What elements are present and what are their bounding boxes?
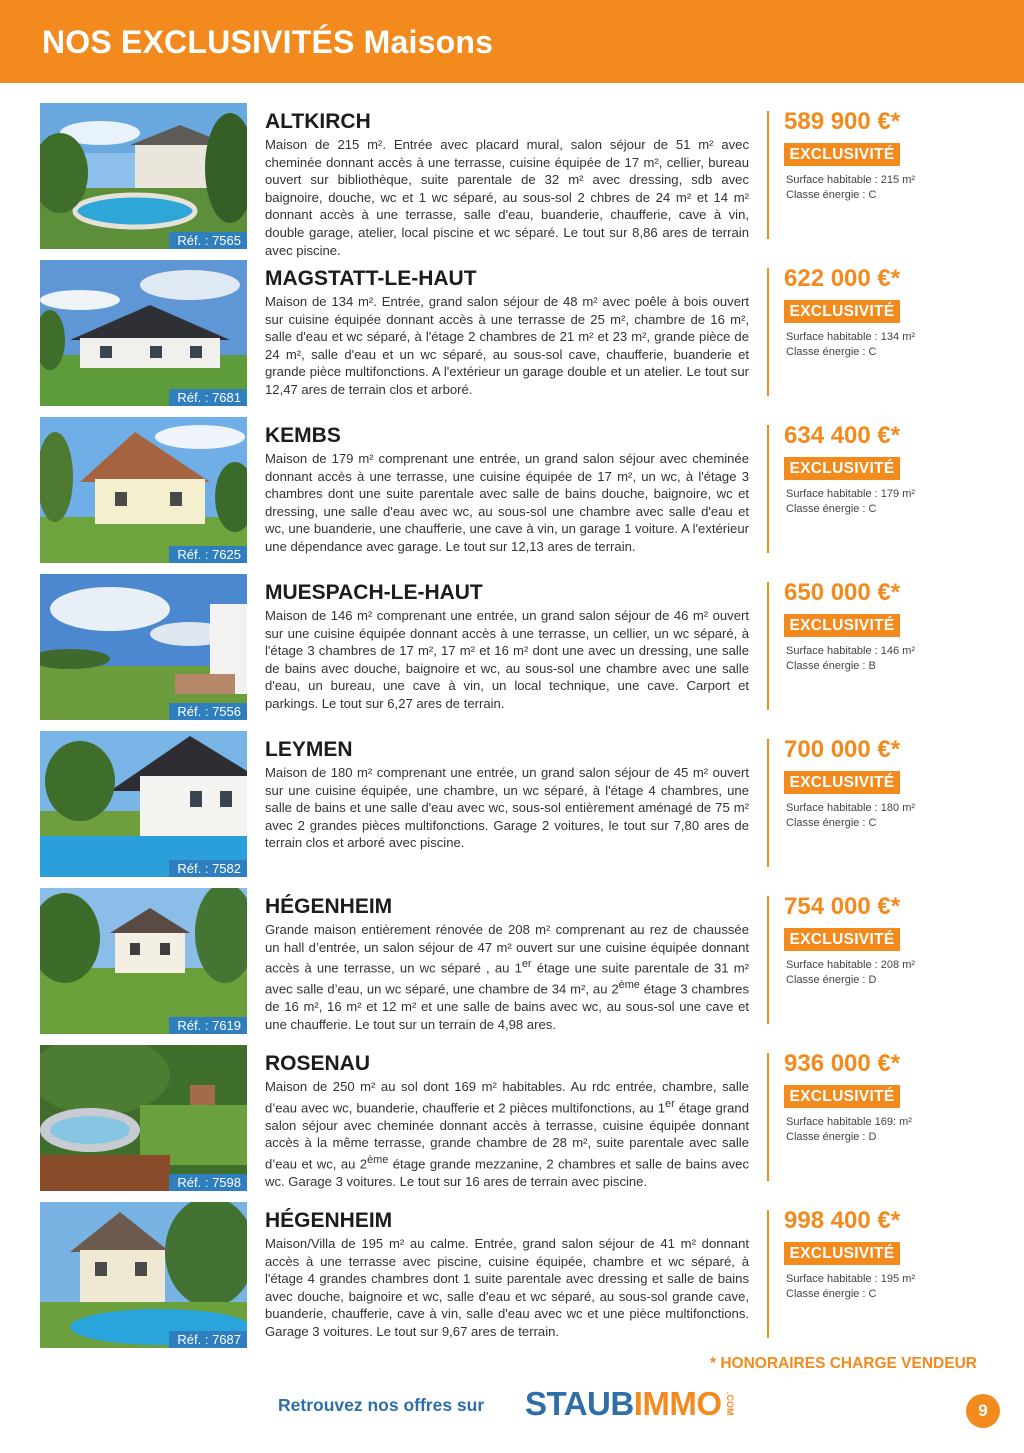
listing-price: 622 000 €*	[784, 265, 901, 292]
listing-city: KEMBS	[265, 424, 341, 447]
listing-card[interactable]	[0, 574, 1024, 721]
exclusivity-badge: EXCLUSIVITÉ	[784, 457, 900, 480]
reference-label: Réf. : 7619	[169, 1017, 247, 1034]
listing-energy-class: Classe énergie : C	[786, 189, 877, 201]
reference-label: Réf. : 7565	[169, 232, 247, 249]
listing-surface: Surface habitable : 146 m²	[786, 645, 916, 657]
listing-surface: Surface habitable : 179 m²	[786, 488, 916, 500]
listing-description: Maison de 215 m². Entrée avec placard mural, salon séjour de 51 m² avec cheminée donnant accès à une terrasse, cuisine équipée de 17 m², cellier, bureau ouvert sur bibliothèque, suite parentale de 32 m² avec dressing, sdb avec baignoire, douche, wc et 1 wc séparé, au sous-sol 2 chbres de 24 m² et 14 m² donnant accès à une terrasse, salle d'eau, buanderie, chaufferie, cave à vin, double garage, atelier, local piscine et wc séparé. Le tout sur 8,86 ares de terrain avec piscine.	[265, 137, 749, 258]
logo-part-1: STAUB	[525, 1385, 634, 1422]
property-photo[interactable]	[40, 1202, 247, 1348]
listing-city: MAGSTATT-LE-HAUT	[265, 267, 477, 290]
listing-surface: Surface habitable : 134 m²	[786, 331, 916, 343]
listing-description: Maison de 146 m² comprenant une entrée, un grand salon séjour de 46 m² ouvert sur une cuisine équipée donnant accès à une terrasse, un cellier, un wc séparé, à l'étage 3 chambres de 17 m², 17 m² et 16 m² dont une avec un dressing, une salle de bains avec douche, baignoire et wc, au sous-sol une chambre avec une salle d'eau, un bureau, une cave à vin, un local technique, une cave. Carport et parkings. Le tout sur 6,27 ares de terrain.	[265, 608, 749, 711]
divider	[767, 268, 769, 396]
exclusivity-badge: EXCLUSIVITÉ	[784, 300, 900, 323]
listing-card[interactable]	[0, 731, 1024, 878]
divider	[767, 739, 769, 867]
reference-label: Réf. : 7598	[169, 1174, 247, 1191]
listing-city: ALTKIRCH	[265, 110, 371, 133]
listing-city: HÉGENHEIM	[265, 895, 393, 918]
exclusivity-badge: EXCLUSIVITÉ	[784, 1085, 900, 1108]
listing-energy-class: Classe énergie : B	[786, 660, 876, 672]
property-photo[interactable]	[40, 574, 247, 720]
reference-label: Réf. : 7625	[169, 546, 247, 563]
listing-surface: Surface habitable 169: m²	[786, 1116, 912, 1128]
divider	[767, 896, 769, 1024]
page-title: NOS EXCLUSIVITÉS Maisons	[42, 24, 494, 60]
reference-label: Réf. : 7687	[169, 1331, 247, 1348]
listing-energy-class: Classe énergie : C	[786, 1288, 877, 1300]
listing-price: 700 000 €*	[784, 736, 901, 763]
reference-label: Réf. : 7556	[169, 703, 247, 720]
property-photo[interactable]	[40, 260, 247, 406]
listing-surface: Surface habitable : 195 m²	[786, 1273, 916, 1285]
listing-city: ROSENAU	[265, 1052, 371, 1075]
reference-label: Réf. : 7582	[169, 860, 247, 877]
listing-energy-class: Classe énergie : C	[786, 346, 877, 358]
divider	[767, 1210, 769, 1338]
property-photo[interactable]	[40, 731, 247, 877]
exclusivity-badge: EXCLUSIVITÉ	[784, 614, 900, 637]
fees-note: * HONORAIRES CHARGE VENDEUR	[710, 1355, 977, 1372]
listing-price: 634 400 €*	[784, 422, 901, 449]
exclusivity-badge: EXCLUSIVITÉ	[784, 1242, 900, 1265]
logo-domain-suffix: .COM	[725, 1392, 735, 1416]
exclusivity-badge: EXCLUSIVITÉ	[784, 928, 900, 951]
listing-card[interactable]	[0, 888, 1024, 1035]
property-photo[interactable]	[40, 103, 247, 249]
property-photo[interactable]	[40, 417, 247, 563]
property-photo[interactable]	[40, 1045, 247, 1191]
listing-description: Grande maison entièrement rénovée de 208 m² comprenant au rez de chaussée un hall d’entrée, un salon séjour de 47 m² ouvert sur une cuisine équipée donnant accès à une terrasse, un wc séparé , au 1er étage une suite parentale de 31 m² avec salle d’eau, un wc séparé, une chambre de 34 m², au 2ème étage 3 chambres de 16 m², 16 m² et 12 m² et une salle de bains avec wc, au sous-sol une cave et une chaufferie. Le tout sur un terrain de 4,98 ares.	[265, 922, 750, 1032]
listing-card[interactable]	[0, 1045, 1024, 1192]
logo-part-2: IMMO	[633, 1385, 722, 1422]
listing-energy-class: Classe énergie : D	[786, 1131, 877, 1143]
listing-price: 589 900 €*	[784, 108, 901, 135]
listing-card[interactable]	[0, 260, 1024, 407]
page-header	[0, 0, 1024, 83]
listing-card[interactable]	[0, 1202, 1024, 1349]
divider	[767, 111, 769, 239]
listing-price: 936 000 €*	[784, 1050, 901, 1077]
listing-city: HÉGENHEIM	[265, 1209, 393, 1232]
reference-label: Réf. : 7681	[169, 389, 247, 406]
listing-description: Maison de 250 m² au sol dont 169 m² habitables. Au rdc entrée, chambre, salle d’eau avec wc, buanderie, chaufferie et 2 pièces multifonctions, au 1er étage grand salon séjour avec cheminée donnant accès à terrasse, cuisine équipée donnant accès à la même terrasse, grande chambre de 28 m², suite parentale avec salle d’eau et wc, au 2ème étage grande mezzanine, 2 chambres et salle de bains avec wc. Garage 3 voitures. Le tout sur 16 ares de terrain avec piscine.	[265, 1079, 749, 1189]
listing-city: MUESPACH-LE-HAUT	[265, 581, 483, 604]
listing-card[interactable]	[0, 417, 1024, 564]
divider	[767, 582, 769, 710]
listing-city: LEYMEN	[265, 738, 353, 761]
listing-description: Maison de 179 m² comprenant une entrée, un grand salon séjour avec cheminée donnant accès à une terrasse, une cuisine équipée de 17 m², un wc, à l'étage 3 chambres dont une suite parentale avec salle de bains douche, baignoire, wc et dressing, une salle d'eau avec wc, au sous-sol une chambre avec salle d'eau et wc, une buanderie, une chaufferie, une cave à vin, un garage 1 voiture. A l'extérieur une dépendance avec garage. Le tout sur 12,13 ares de terrain.	[265, 451, 749, 554]
footer-cta: Retrouvez nos offres sur	[278, 1395, 485, 1415]
listing-price: 650 000 €*	[784, 579, 901, 606]
listing-surface: Surface habitable : 208 m²	[786, 959, 916, 971]
listing-card[interactable]	[0, 103, 1024, 258]
page-number: 9	[966, 1394, 1000, 1428]
listing-price: 754 000 €*	[784, 893, 901, 920]
exclusivity-badge: EXCLUSIVITÉ	[784, 771, 900, 794]
divider	[767, 1053, 769, 1181]
listing-energy-class: Classe énergie : C	[786, 817, 877, 829]
divider	[767, 425, 769, 553]
staubimmo-logo[interactable]	[525, 1385, 722, 1423]
exclusivity-badge: EXCLUSIVITÉ	[784, 143, 900, 166]
property-photo[interactable]	[40, 888, 247, 1034]
listing-description: Maison/Villa de 195 m² au calme. Entrée, grand salon séjour de 41 m² donnant accès à une terrasse avec piscine, cuisine équipée, chambre et wc séparé, à l'étage 4 grandes chambres dont 1 suite parentale avec dressing et salle de bains avec douche, baignoire et wc, salle d'eau et wc séparé, au sous-sol grande cave, buanderie, chaufferie, cave à vin, salle d'eau avec wc et une pièce multifonctions. Garage 3 voitures. Le tout sur 9,67 ares de terrain.	[265, 1236, 749, 1339]
listing-energy-class: Classe énergie : C	[786, 503, 877, 515]
listing-energy-class: Classe énergie : D	[786, 974, 877, 986]
listing-description: Maison de 180 m² comprenant une entrée, un grand salon séjour de 45 m² ouvert sur une cuisine équipée, une chambre, un wc séparé, à l'étage 4 chambres, une salle de bains et une salle d'eau avec wc, sous-sol entièrement aménagé de 75 m² avec 2 grandes pièces multifonctions. Garage 2 voitures, le tout sur 7,80 ares de terrain clos et arboré avec piscine.	[265, 765, 749, 851]
listing-surface: Surface habitable : 215 m²	[786, 174, 916, 186]
listing-description: Maison de 134 m². Entrée, grand salon séjour de 48 m² avec poêle à bois ouvert sur cuisine équipée donnant accès à une terrasse de 25 m², chambre de 16 m², salle d'eau et wc séparé, à l'étage 2 chambres de 21 m² et 23 m², grande pièce de 24 m², salle d'eau et un wc séparé, au sous-sol cave, chaufferie, buanderie et grande pièce multifonctions. A l'extérieur un garage double et un atelier. Le tout sur 12,47 ares de terrain clos et arboré.	[265, 294, 749, 397]
listing-price: 998 400 €*	[784, 1207, 901, 1234]
listing-surface: Surface habitable : 180 m²	[786, 802, 916, 814]
